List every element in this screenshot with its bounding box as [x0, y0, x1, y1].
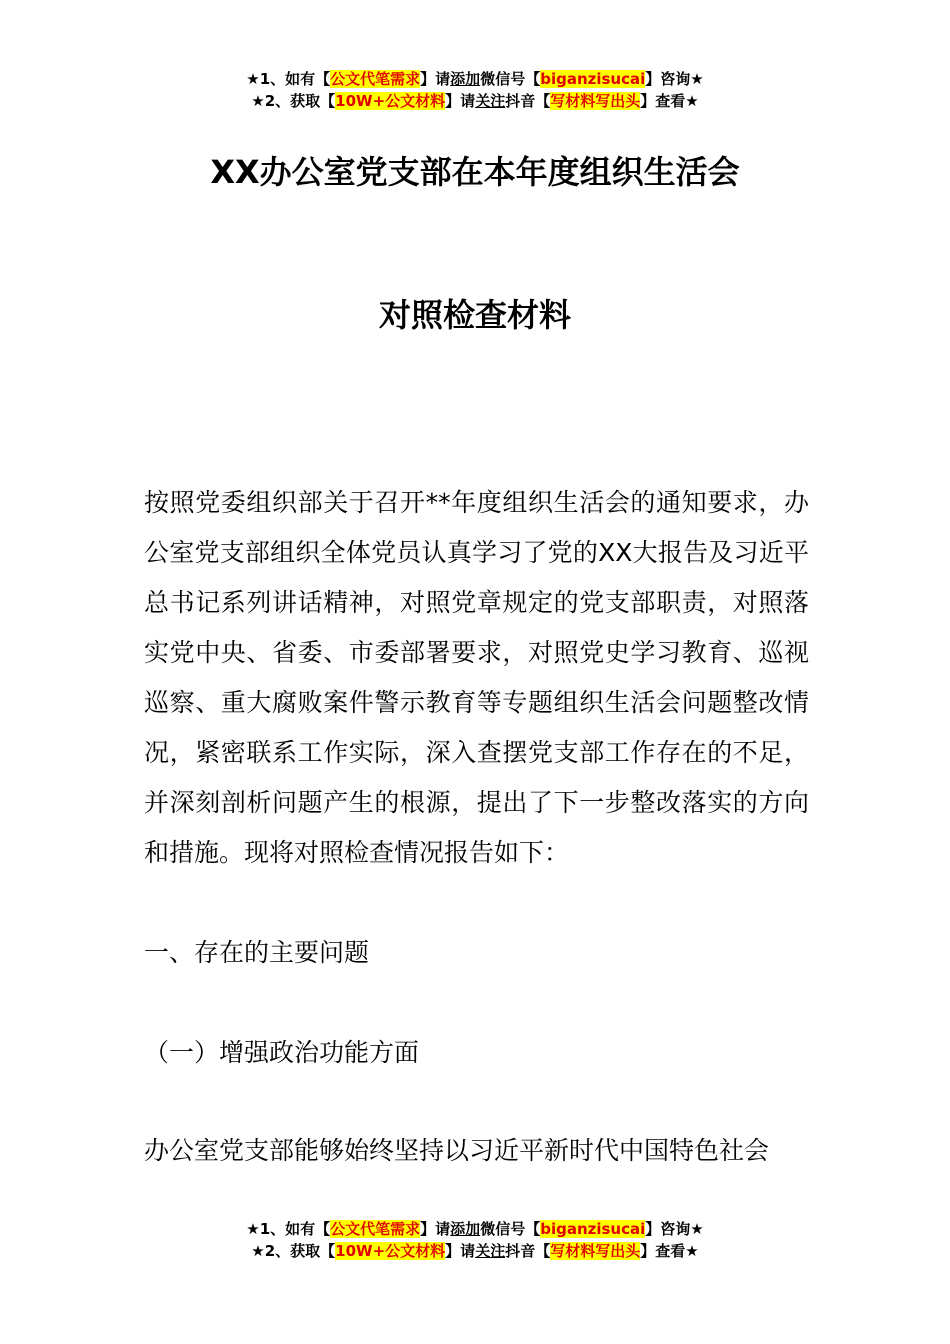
star-icon: ★ [251, 1242, 265, 1260]
banner-underlined: 关注 [475, 1242, 506, 1260]
banner-highlight: 写材料写出头 [550, 1242, 641, 1260]
star-icon: ★ [690, 1220, 704, 1238]
banner-text: 】请 [445, 1242, 476, 1260]
banner-text: 抖音【 [505, 1242, 551, 1260]
banner-underlined: 关注 [475, 92, 506, 110]
banner-highlight: biganzisucai [540, 1220, 646, 1238]
banner-line-1 [0, 68, 950, 90]
star-icon: ★ [251, 92, 265, 110]
banner-text: 抖音【 [505, 92, 551, 110]
star-icon: ★ [246, 1220, 260, 1238]
banner-highlight: biganzisucai [540, 70, 646, 88]
section-heading: 一、存在的主要问题 [144, 938, 370, 967]
intro-paragraph: 按照党委组织部关于召开**年度组织生活会的通知要求，办公室党支部组织全体党员认真学习了党的XX大报告及习近平总书记系列讲话精神，对照党章规定的党支部职责，对照落实党中央、省委、市委部署要求，对照党史学习教育、巡视巡察、重大腐败案件警示教育等专题组织生活会问题整改情况，紧密联系工作实际，深入查摆党支部工作存在的不足，并深刻剖析问题产生的根源，提出了下一步整改落实的方向和措施。现将对照检查情况报告如下： [144, 488, 809, 867]
banner-text: 微信号【 [480, 70, 541, 88]
banner-highlight: 公文代笔需求 [330, 70, 421, 88]
banner-line-2 [0, 1240, 950, 1262]
star-icon: ★ [246, 70, 260, 88]
banner-highlight: 公文代笔需求 [330, 1220, 421, 1238]
banner-underlined: 添加 [450, 1220, 481, 1238]
subsection-heading: （一）增强政治功能方面 [144, 1038, 420, 1067]
banner-underlined: 添加 [450, 70, 481, 88]
banner-highlight: 10W+公文材料 [335, 92, 446, 110]
footer-banner [0, 1218, 950, 1262]
banner-highlight: 10W+公文材料 [335, 1242, 446, 1260]
banner-text: 】请 [445, 92, 476, 110]
star-icon: ★ [685, 92, 699, 110]
banner-highlight: 写材料写出头 [550, 92, 641, 110]
document-title-line-1: XX办公室党支部在本年度组织生活会 [210, 153, 740, 191]
banner-text: 】查看 [640, 92, 686, 110]
star-icon: ★ [690, 70, 704, 88]
banner-text: 】请 [420, 70, 451, 88]
banner-text: 微信号【 [480, 1220, 541, 1238]
banner-text: 2、获取【 [264, 1242, 336, 1260]
banner-line-1 [0, 1218, 950, 1240]
star-icon: ★ [685, 1242, 699, 1260]
banner-text: 】咨询 [645, 1220, 691, 1238]
banner-line-2 [0, 90, 950, 112]
banner-text: 1、如有【 [259, 70, 331, 88]
banner-text: 】咨询 [645, 70, 691, 88]
document-title-line-2: 对照检查材料 [378, 296, 571, 334]
banner-text: 】请 [420, 1220, 451, 1238]
header-banner [0, 68, 950, 112]
banner-text: 1、如有【 [259, 1220, 331, 1238]
banner-text: 2、获取【 [264, 92, 336, 110]
body-paragraph: 办公室党支部能够始终坚持以习近平新时代中国特色社会 [144, 1136, 770, 1165]
banner-text: 】查看 [640, 1242, 686, 1260]
